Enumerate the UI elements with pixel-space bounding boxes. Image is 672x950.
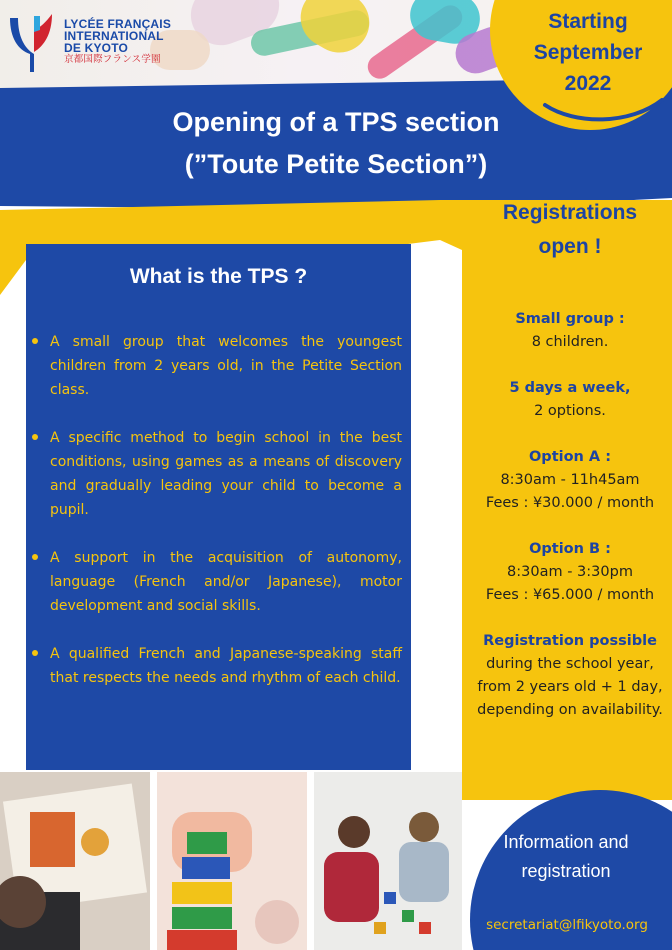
info-value: 8:30am - 3:30pm (507, 564, 633, 580)
list-item-text: A support in the acquisition of autonomy, language (French and/or Japanese), motor development and social skills. (50, 550, 402, 614)
list-item (30, 330, 402, 402)
info-group (468, 308, 672, 354)
start-line: Starting (548, 10, 628, 33)
tps-title: What is the TPS ? (129, 265, 308, 288)
contact-title (470, 828, 662, 886)
list-item-text: A qualified French and Japanese-speaking staff that respects the needs and rhythm of each child. (50, 646, 402, 686)
list-item-text: A specific method to begin school in the best conditions, using games as a means of discovery and gradually leading your child to become a pupil. (50, 430, 402, 518)
logo-line: INTERNATIONAL (64, 29, 164, 43)
photo-book (0, 772, 150, 950)
page-title (0, 101, 672, 185)
list-item (30, 642, 402, 690)
info-value: Fees : ¥30.000 / month (485, 495, 655, 511)
bullet-icon (32, 554, 38, 560)
info-heading: Option A : (528, 449, 611, 465)
contact-title-line: Information and (503, 832, 629, 852)
info-value: Fees : ¥65.000 / month (485, 587, 655, 603)
list-item (30, 546, 402, 618)
photo-children (314, 772, 462, 950)
headline-line: (”Toute Petite Section”) (184, 149, 488, 179)
reg-open-line: Registrations (502, 201, 638, 224)
info-value: from 2 years old + 1 day, (477, 679, 663, 695)
info-option-b (468, 538, 672, 607)
headline-line: Opening of a TPS section (172, 107, 500, 137)
logo-line: DE KYOTO (64, 41, 129, 55)
info-days (468, 377, 672, 423)
contact-title-line: registration (521, 861, 611, 881)
logo-japanese: 京都国際フランス学園 (64, 54, 161, 65)
info-value: 8 children. (531, 334, 609, 350)
info-value: during the school year, (486, 656, 654, 672)
info-column (468, 308, 672, 745)
logo-text (64, 18, 171, 66)
reg-open-line: open ! (538, 235, 602, 258)
registrations-open (470, 196, 670, 264)
info-value: 2 options. (534, 403, 606, 419)
info-registration (468, 630, 672, 722)
start-line: September (533, 41, 643, 64)
list-item (30, 426, 402, 522)
logo-line: LYCÉE FRANÇAIS (64, 17, 172, 31)
felt-letter (290, 0, 381, 63)
list-item-text: A small group that welcomes the youngest children from 2 years old, in the Petite Section class. (50, 334, 402, 398)
photo-blocks (157, 772, 307, 950)
bullet-icon (32, 338, 38, 344)
info-heading: Small group : (515, 311, 625, 327)
start-date (518, 6, 658, 99)
school-logo (6, 10, 176, 74)
info-option-a (468, 446, 672, 515)
bullet-icon (32, 434, 38, 440)
info-heading: 5 days a week, (509, 380, 631, 396)
info-heading: Option B : (529, 541, 611, 557)
info-heading: Registration possible (483, 633, 657, 649)
contact-email-link[interactable]: secretariat@lfikyoto.org (486, 917, 648, 933)
tps-list (30, 330, 402, 714)
logo-mark-icon (6, 10, 56, 74)
info-value: depending on availability. (477, 702, 663, 718)
start-line: 2022 (564, 72, 612, 95)
info-value: 8:30am - 11h45am (500, 472, 640, 488)
bullet-icon (32, 650, 38, 656)
